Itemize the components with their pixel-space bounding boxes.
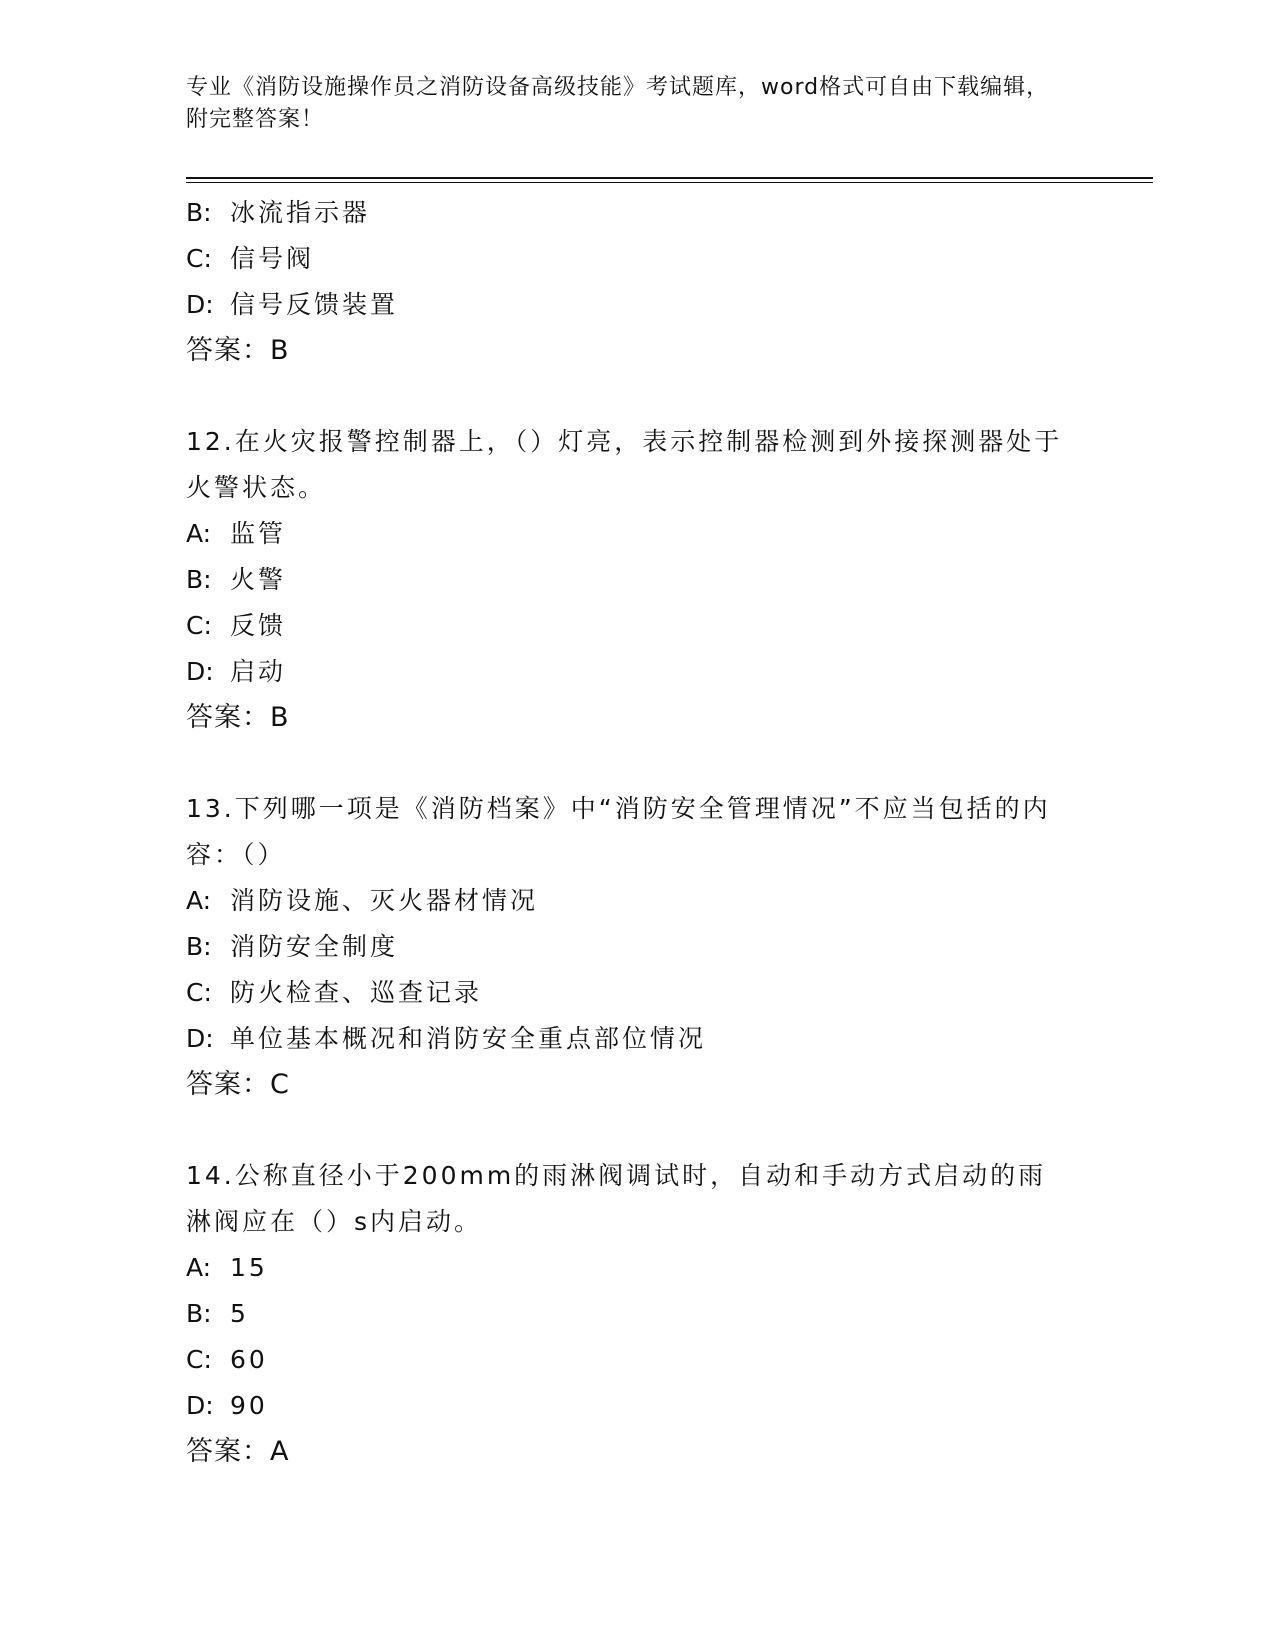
option-text: 消防设施、灭火器材情况 [230,886,539,915]
option-text: 5 [230,1299,249,1328]
answer-line: 答案：B [186,335,290,366]
option-c [186,603,1066,649]
option-c [186,1337,1066,1383]
question-12 [186,419,1066,741]
option-text: 90 [230,1391,268,1420]
option-text: 启动 [230,657,287,686]
option-b [186,557,1066,603]
option-label: C: [186,978,212,1007]
question-14 [186,1153,1066,1475]
option-label: C: [186,611,212,640]
spacer [186,1108,1066,1153]
answer-line: 答案：B [186,702,290,733]
option-text: 冰流指示器 [230,198,371,227]
option-c [186,970,1066,1016]
question-body [186,190,1066,1475]
question-13 [186,786,1066,1108]
header-divider [186,177,1153,179]
question-text: 13.下列哪一项是《消防档案》中“消防安全管理情况”不应当包括的内容：（） [186,794,1051,869]
option-text: 信号阀 [230,244,315,273]
option-label: A: [186,886,212,915]
option-d [186,1383,1066,1429]
option-text: 60 [230,1345,268,1374]
option-label: C: [186,1345,212,1374]
page-header: 专业《消防设施操作员之消防设备高级技能》考试题库，word格式可自由下载编辑，附完整答案！ [186,75,1050,132]
spacer [186,374,1066,419]
option-text: 反馈 [230,611,287,640]
option-label: A: [186,1253,212,1282]
spacer [186,741,1066,786]
option-text: 15 [230,1253,268,1282]
option-a [186,1245,1066,1291]
option-b [186,924,1066,970]
option-label: D: [186,1024,214,1053]
option-d [186,282,1066,328]
option-text: 单位基本概况和消防安全重点部位情况 [230,1024,707,1053]
option-d [186,1016,1066,1062]
option-a [186,511,1066,557]
option-label: B: [186,565,212,594]
continued-question [186,190,1066,374]
option-label: D: [186,657,214,686]
option-a [186,878,1066,924]
option-text: 信号反馈装置 [230,290,399,319]
header-divider-thin [186,182,1153,183]
option-label: D: [186,1391,214,1420]
option-text: 监管 [230,519,287,548]
answer-line: 答案：A [186,1436,290,1467]
option-label: A: [186,519,212,548]
option-text: 防火检查、巡查记录 [230,978,483,1007]
option-label: D: [186,290,214,319]
answer-line: 答案：C [186,1069,290,1100]
option-d [186,649,1066,695]
option-label: B: [186,1299,212,1328]
option-b [186,190,1066,236]
question-text: 12.在火灾报警控制器上，（）灯亮，表示控制器检测到外接探测器处于火警状态。 [186,427,1063,502]
option-c [186,236,1066,282]
option-label: B: [186,198,212,227]
option-label: C: [186,244,212,273]
question-text: 14.公称直径小于200mm的雨淋阀调试时，自动和手动方式启动的雨淋阀应在（）s内启动。 [186,1161,1047,1236]
option-b [186,1291,1066,1337]
option-label: B: [186,932,212,961]
option-text: 消防安全制度 [230,932,399,961]
option-text: 火警 [230,565,287,594]
